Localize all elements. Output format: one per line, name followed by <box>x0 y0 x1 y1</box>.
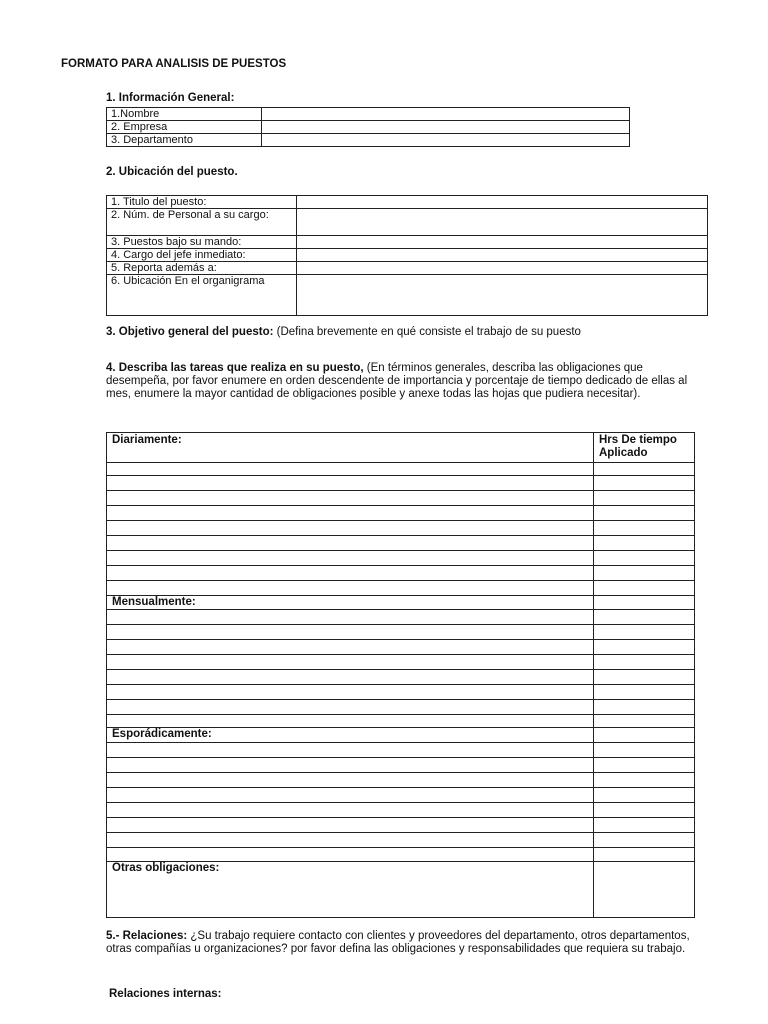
table-row[interactable] <box>107 639 694 640</box>
table-row[interactable] <box>107 714 694 715</box>
field-label: 6. Ubicación En el organigrama <box>107 275 297 316</box>
table-row[interactable] <box>107 802 694 803</box>
table-row[interactable] <box>107 772 694 773</box>
section-3-heading: 3. Objetivo general del puesto: <box>106 326 274 338</box>
table-row[interactable] <box>107 847 694 848</box>
org-chart-field[interactable] <box>297 275 708 316</box>
section-4 <box>106 362 704 401</box>
table-row <box>107 134 630 147</box>
field-label: 3. Puestos bajo su mando: <box>107 236 297 249</box>
section-5 <box>106 930 706 956</box>
table-row <box>107 262 708 275</box>
table-row <box>107 236 708 249</box>
table-row[interactable] <box>107 475 694 476</box>
other-header: Otras obligaciones: <box>112 862 220 874</box>
job-title-field[interactable] <box>297 196 708 209</box>
field-label: 2. Núm. de Personal a su cargo: <box>107 209 297 236</box>
section-3 <box>106 326 706 339</box>
name-field[interactable] <box>262 108 630 121</box>
staff-count-field[interactable] <box>297 209 708 236</box>
table-row[interactable] <box>107 505 694 506</box>
field-label: 3. Departamento <box>107 134 262 147</box>
section-4-heading: 4. Describa las tareas que realiza en su puesto, <box>106 362 364 374</box>
general-info-table <box>106 107 630 147</box>
table-row <box>107 275 708 316</box>
sporadic-header: Esporádicamente: <box>112 728 212 740</box>
tasks-table <box>106 432 695 918</box>
section-5-text: ¿Su trabajo requiere contacto con clientes y proveedores del departamento, otros departamentos, otras compañías u organizaciones? por favor defina las obligaciones y responsabilidades que requiera su trabajo. <box>106 930 690 955</box>
field-label: 4. Cargo del jefe inmediato: <box>107 249 297 262</box>
table-row[interactable] <box>107 580 694 581</box>
table-row[interactable] <box>107 699 694 700</box>
daily-header: Diariamente: <box>112 434 182 446</box>
table-row[interactable] <box>107 462 694 463</box>
department-field[interactable] <box>262 134 630 147</box>
table-row[interactable] <box>107 654 694 655</box>
table-row <box>107 108 630 121</box>
field-label: 2. Empresa <box>107 121 262 134</box>
section-2-heading: 2. Ubicación del puesto. <box>106 166 238 178</box>
subordinates-field[interactable] <box>297 236 708 249</box>
company-field[interactable] <box>262 121 630 134</box>
also-reports-field[interactable] <box>297 262 708 275</box>
table-row <box>107 249 708 262</box>
table-row[interactable] <box>107 550 694 551</box>
internal-relations-heading: Relaciones internas: <box>109 988 222 1000</box>
table-row <box>107 196 708 209</box>
table-row <box>107 209 708 236</box>
position-location-table <box>106 195 708 316</box>
monthly-header: Mensualmente: <box>112 596 196 608</box>
section-5-heading: 5.- Relaciones: <box>106 930 188 942</box>
field-label: 1.Nombre <box>107 108 262 121</box>
section-3-text: (Defina brevemente en qué consiste el trabajo de su puesto <box>276 326 581 338</box>
table-row[interactable] <box>107 669 694 670</box>
table-row[interactable] <box>107 684 694 685</box>
table-row[interactable] <box>107 624 694 625</box>
table-row[interactable] <box>107 757 694 758</box>
section-1-heading: 1. Información General: <box>106 92 235 104</box>
page-title: FORMATO PARA ANALISIS DE PUESTOS <box>61 58 287 70</box>
supervisor-field[interactable] <box>297 249 708 262</box>
field-label: 1. Titulo del puesto: <box>107 196 297 209</box>
table-row[interactable] <box>107 817 694 818</box>
table-row[interactable] <box>107 742 694 743</box>
section-4-text: (En términos generales, describa las obligaciones que desempeña, por favor enumere en orden descendente de importancia y porcentaje de tiempo dedicado de ellas al mes, enumere la mayor cantidad de obligaciones posible y anexe todas las hojas que pudiera necesitar). <box>106 362 688 400</box>
table-row[interactable] <box>107 609 694 610</box>
table-row[interactable] <box>107 832 694 833</box>
table-row[interactable] <box>107 490 694 491</box>
hours-header: Hrs De tiempo Aplicado <box>599 434 677 459</box>
table-row[interactable] <box>107 535 694 536</box>
table-row[interactable] <box>107 565 694 566</box>
table-row <box>107 121 630 134</box>
table-row[interactable] <box>107 787 694 788</box>
field-label: 5. Reporta además a: <box>107 262 297 275</box>
table-row[interactable] <box>107 520 694 521</box>
